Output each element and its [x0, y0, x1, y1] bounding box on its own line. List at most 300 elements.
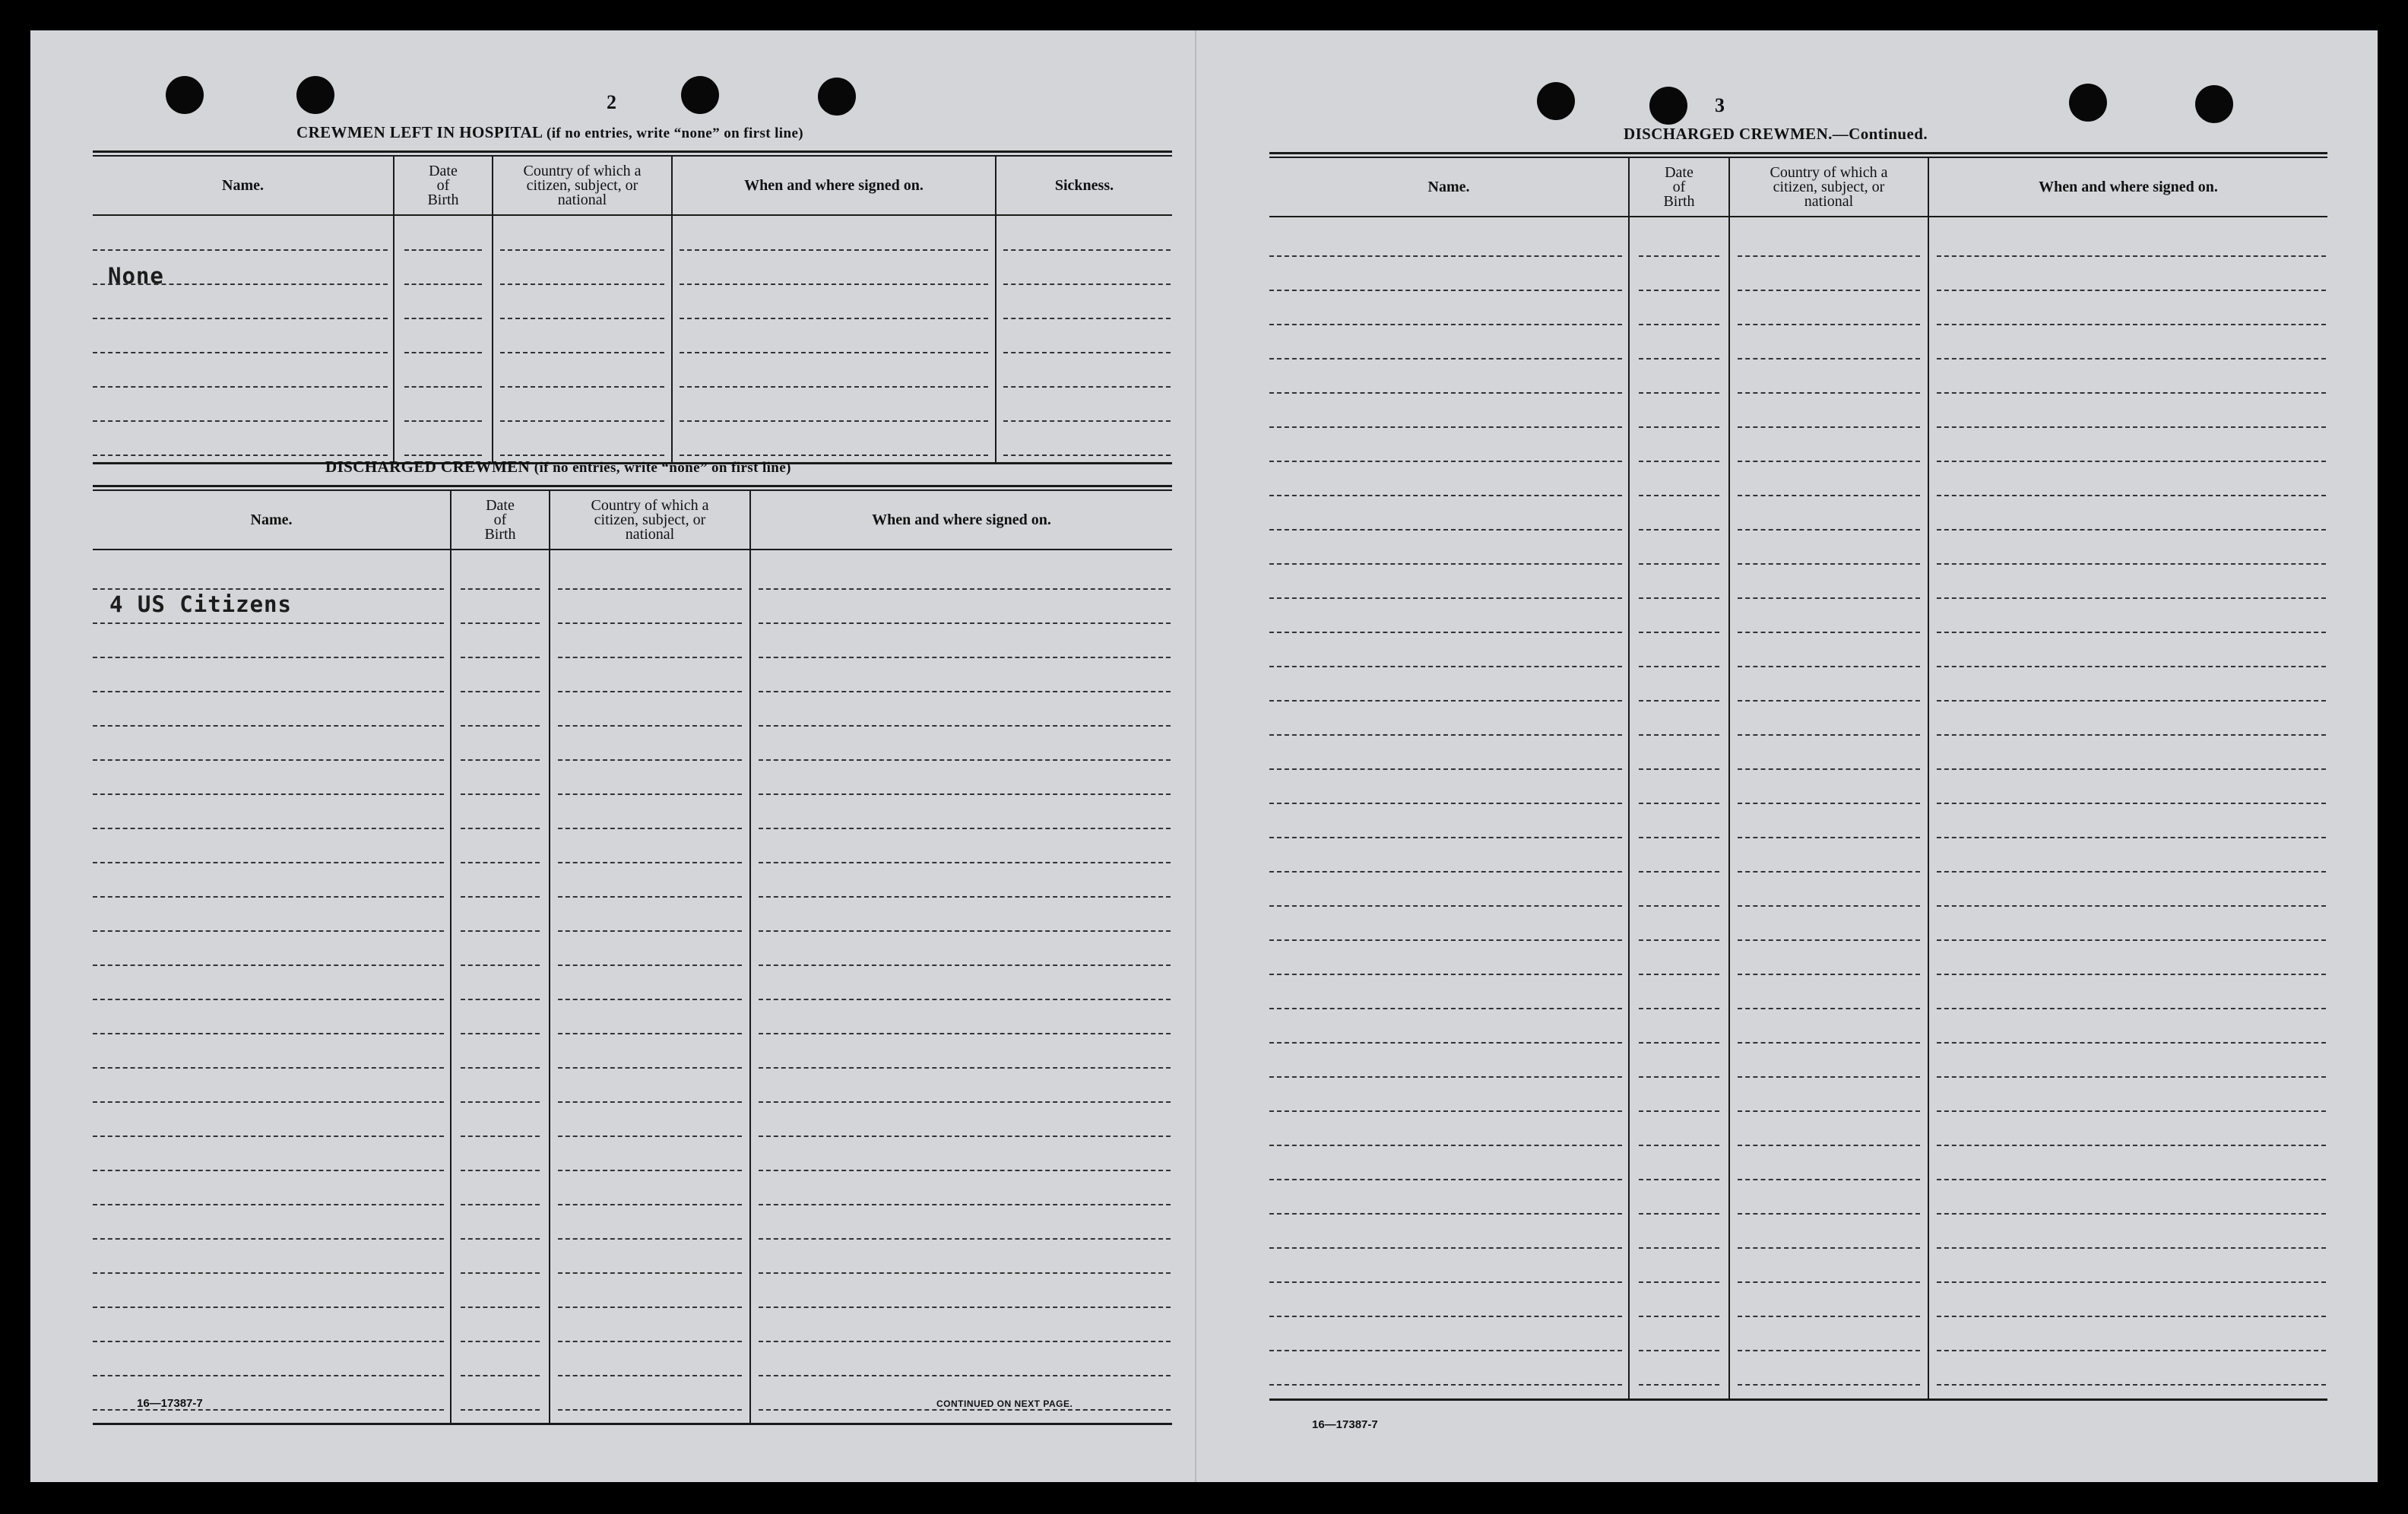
ruled-line [1269, 1076, 1622, 1078]
column-header-country [550, 491, 749, 549]
ruled-line [93, 455, 388, 456]
ruled-line [1269, 495, 1622, 496]
column-header-dob [394, 157, 492, 214]
ruled-line [759, 1033, 1171, 1034]
ruled-line [558, 1101, 742, 1103]
column-divider [1728, 158, 1730, 1398]
ruled-line [1738, 1350, 1920, 1351]
column-header-dob [452, 491, 549, 549]
punch-hole [296, 76, 334, 114]
ruled-line [1738, 392, 1920, 394]
ruled-line [404, 455, 482, 456]
ruled-line [558, 896, 742, 898]
ruled-line [1269, 1281, 1622, 1283]
ruled-line [1738, 768, 1920, 770]
header-line: national [557, 191, 607, 208]
ruled-line [558, 999, 742, 1000]
header-line: national [1804, 192, 1854, 210]
header-line: Date [486, 496, 515, 514]
right-page [1196, 30, 2378, 1482]
ruled-line [1269, 426, 1622, 428]
ruled-line [1003, 455, 1171, 456]
ruled-line [1639, 426, 1719, 428]
ruled-line [500, 249, 664, 251]
ruled-line [461, 1238, 540, 1240]
ruled-line [1738, 1247, 1920, 1249]
header-line: Birth [1663, 192, 1695, 210]
ruled-line [1639, 837, 1719, 838]
hospital-heading-text: CREWMEN LEFT IN HOSPITAL [296, 123, 543, 141]
ruled-line [558, 862, 742, 863]
column-header-country [1730, 158, 1928, 216]
ruled-line [558, 691, 742, 692]
ruled-line [461, 691, 540, 692]
ruled-line [1738, 734, 1920, 736]
header-line: of [436, 176, 450, 194]
ruled-line [1639, 255, 1719, 257]
ruled-line [558, 1307, 742, 1308]
ruled-line [1269, 597, 1622, 599]
discharged-continued-table [1269, 152, 2327, 1427]
ruled-line [93, 1375, 444, 1376]
ruled-line [1937, 597, 2326, 599]
form-number: 16—17387-7 [1312, 1418, 1378, 1431]
ruled-line [93, 657, 444, 658]
ruled-line [404, 283, 482, 285]
ruled-line [93, 725, 444, 727]
ruled-line [1269, 837, 1622, 838]
discharged-first-entry: 4 US Citizens [109, 591, 292, 617]
ruled-line [1639, 1008, 1719, 1009]
table-bottom-rule [93, 1423, 1172, 1425]
header-line: Date [1665, 163, 1694, 181]
header-line: Country of which a [1770, 163, 1888, 181]
column-divider [450, 491, 452, 1423]
ruled-line [759, 588, 1171, 590]
ruled-line [1639, 632, 1719, 633]
ruled-line [1269, 905, 1622, 907]
ruled-line [558, 1341, 742, 1342]
ruled-line [93, 249, 388, 251]
ruled-line [1738, 905, 1920, 907]
ruled-line [1738, 1042, 1920, 1044]
ruled-line [1738, 1281, 1920, 1283]
punch-hole [1649, 87, 1687, 125]
header-rule [93, 549, 1172, 550]
ruled-line [1937, 255, 2326, 257]
ruled-line [93, 930, 444, 932]
ruled-line [461, 1307, 540, 1308]
ruled-line [680, 455, 988, 456]
ruled-line [1269, 700, 1622, 702]
ruled-line [1937, 495, 2326, 496]
ruled-line [558, 759, 742, 761]
ruled-line [1738, 871, 1920, 873]
ruled-line [93, 588, 444, 590]
ruled-line [1937, 426, 2326, 428]
ruled-line [1738, 1110, 1920, 1112]
ruled-line [1937, 563, 2326, 565]
ruled-line [558, 657, 742, 658]
ruled-line [1937, 1384, 2326, 1386]
ruled-line [1937, 632, 2326, 633]
ruled-line [461, 999, 540, 1000]
ruled-line [558, 1204, 742, 1205]
ruled-line [1639, 1350, 1719, 1351]
punch-hole [681, 76, 719, 114]
column-divider [1628, 158, 1630, 1398]
ruled-line [1269, 632, 1622, 633]
punch-hole [818, 78, 856, 116]
ruled-line [1738, 1179, 1920, 1180]
ruled-line [1937, 837, 2326, 838]
ruled-line [1738, 700, 1920, 702]
ruled-line [1738, 495, 1920, 496]
ruled-line [461, 896, 540, 898]
column-header-signed: When and where signed on. [872, 512, 1051, 528]
ruled-line [759, 828, 1171, 829]
ruled-line [1269, 1042, 1622, 1044]
ruled-line [759, 759, 1171, 761]
ruled-line [461, 1170, 540, 1171]
ruled-line [759, 1101, 1171, 1103]
ruled-line [1937, 768, 2326, 770]
discharged-heading-text: DISCHARGED CREWMEN [325, 458, 531, 476]
ruled-line [1269, 529, 1622, 531]
ruled-line [93, 1101, 444, 1103]
ruled-line [1639, 461, 1719, 462]
ruled-line [1937, 1110, 2326, 1112]
ruled-line [461, 588, 540, 590]
ruled-line [1738, 529, 1920, 531]
ruled-line [93, 1067, 444, 1069]
ruled-line [1738, 837, 1920, 838]
ruled-line [461, 1101, 540, 1103]
ruled-line [93, 691, 444, 692]
ruled-line [1269, 768, 1622, 770]
punch-hole [2195, 85, 2233, 123]
ruled-line [1639, 1281, 1719, 1283]
ruled-line [1937, 1042, 2326, 1044]
ruled-line [759, 1409, 1171, 1411]
header-line: Country of which a [591, 496, 709, 514]
ruled-line [1937, 529, 2326, 531]
ruled-line [461, 1341, 540, 1342]
ruled-line [93, 1307, 444, 1308]
ruled-line [461, 1033, 540, 1034]
ruled-line [680, 283, 988, 285]
ruled-line [759, 999, 1171, 1000]
ruled-line [1738, 1008, 1920, 1009]
ruled-line [1639, 1145, 1719, 1146]
continued-note: CONTINUED ON NEXT PAGE. [936, 1398, 1073, 1409]
ruled-line [1269, 803, 1622, 804]
ruled-line [1639, 597, 1719, 599]
ruled-line [680, 386, 988, 388]
punch-hole [2069, 84, 2107, 122]
ruled-line [1639, 803, 1719, 804]
column-header-name: Name. [1427, 179, 1470, 195]
ruled-line [759, 1204, 1171, 1205]
ruled-line [1639, 1076, 1719, 1078]
ruled-line [1639, 392, 1719, 394]
ruled-line [93, 896, 444, 898]
ruled-line [461, 964, 540, 966]
ruled-line [404, 318, 482, 319]
ruled-line [1269, 1350, 1622, 1351]
ruled-line [558, 1238, 742, 1240]
ruled-line [1639, 700, 1719, 702]
ruled-line [1937, 905, 2326, 907]
ruled-line [1003, 318, 1171, 319]
ruled-line [93, 793, 444, 795]
discharged-table [93, 485, 1172, 1426]
ruled-line [1937, 461, 2326, 462]
ruled-line [1937, 1145, 2326, 1146]
ruled-line [1003, 249, 1171, 251]
ruled-line [1937, 324, 2326, 325]
column-header-signed: When and where signed on. [2039, 179, 2218, 195]
page-number: 3 [1715, 94, 1725, 116]
table-top-rule [93, 150, 1172, 157]
table-bottom-rule [1269, 1398, 2327, 1401]
ruled-line [93, 1238, 444, 1240]
ruled-line [1269, 939, 1622, 941]
ruled-line [1639, 871, 1719, 873]
ruled-line [1269, 1179, 1622, 1180]
ruled-line [461, 1375, 540, 1376]
ruled-line [558, 622, 742, 624]
ruled-line [93, 828, 444, 829]
ruled-line [1937, 803, 2326, 804]
ruled-line [558, 588, 742, 590]
ruled-line [1269, 666, 1622, 667]
header-line: Birth [484, 525, 516, 543]
ruled-line [461, 1272, 540, 1274]
ruled-line [93, 1033, 444, 1034]
ruled-line [1269, 871, 1622, 873]
ruled-line [558, 964, 742, 966]
header-line: citizen, subject, or [594, 511, 706, 528]
ruled-line [1639, 1213, 1719, 1215]
ruled-line [1639, 768, 1719, 770]
ruled-line [1269, 1213, 1622, 1215]
ruled-line [558, 1375, 742, 1376]
ruled-line [1003, 386, 1171, 388]
punch-hole [1537, 82, 1575, 120]
ruled-line [1269, 255, 1622, 257]
ruled-line [461, 657, 540, 658]
ruled-line [558, 930, 742, 932]
page-number: 2 [607, 91, 617, 113]
ruled-line [680, 318, 988, 319]
ruled-line [558, 1067, 742, 1069]
ruled-line [759, 793, 1171, 795]
ruled-line [1639, 495, 1719, 496]
ruled-line [461, 793, 540, 795]
ruled-line [1738, 1076, 1920, 1078]
ruled-line [1639, 939, 1719, 941]
ruled-line [1738, 324, 1920, 325]
ruled-line [1738, 1384, 1920, 1386]
discharged-section-heading [325, 458, 791, 477]
ruled-line [1269, 563, 1622, 565]
header-rule [93, 214, 1172, 216]
ruled-line [93, 420, 388, 422]
ruled-line [93, 862, 444, 863]
ruled-line [93, 1170, 444, 1171]
ruled-line [1269, 1008, 1622, 1009]
discharged-heading-instruction: (if no entries, write “none” on first line) [534, 460, 791, 476]
ruled-line [1937, 974, 2326, 975]
ruled-line [1639, 734, 1719, 736]
ruled-line [759, 1238, 1171, 1240]
ruled-line [1269, 974, 1622, 975]
ruled-line [461, 759, 540, 761]
ruled-line [1269, 1384, 1622, 1386]
ruled-line [1269, 324, 1622, 325]
ruled-line [500, 283, 664, 285]
ruled-line [759, 657, 1171, 658]
ruled-line [500, 318, 664, 319]
ruled-line [1738, 461, 1920, 462]
ruled-line [1269, 1316, 1622, 1317]
ruled-line [759, 622, 1171, 624]
ruled-line [759, 1307, 1171, 1308]
ruled-line [1937, 1179, 2326, 1180]
ruled-line [1738, 939, 1920, 941]
ruled-line [461, 1409, 540, 1411]
table-top-rule [1269, 152, 2327, 158]
ruled-line [93, 1204, 444, 1205]
ruled-line [461, 1136, 540, 1137]
ruled-line [500, 420, 664, 422]
ruled-line [404, 386, 482, 388]
ruled-line [1937, 1008, 2326, 1009]
ruled-line [93, 1272, 444, 1274]
ruled-line [759, 1067, 1171, 1069]
ruled-line [1269, 1145, 1622, 1146]
ruled-line [1937, 734, 2326, 736]
ruled-line [558, 1409, 742, 1411]
ruled-line [759, 1272, 1171, 1274]
header-line: Country of which a [523, 162, 642, 179]
ruled-line [1937, 1213, 2326, 1215]
ruled-line [1937, 871, 2326, 873]
header-line: Birth [427, 191, 459, 208]
ruled-line [93, 1341, 444, 1342]
ruled-line [461, 862, 540, 863]
ruled-line [759, 691, 1171, 692]
ruled-line [93, 759, 444, 761]
ruled-line [1937, 290, 2326, 291]
ruled-line [1639, 1247, 1719, 1249]
left-page [30, 30, 1195, 1482]
ruled-line [1639, 1384, 1719, 1386]
ruled-line [1639, 1042, 1719, 1044]
ruled-line [404, 249, 482, 251]
form-number: 16—17387-7 [137, 1397, 203, 1410]
header-line: of [1672, 178, 1686, 195]
ruled-line [1738, 974, 1920, 975]
ruled-line [461, 622, 540, 624]
ruled-line [1639, 974, 1719, 975]
column-header-signed: When and where signed on. [744, 177, 924, 194]
ruled-line [1937, 1247, 2326, 1249]
ruled-line [759, 1341, 1171, 1342]
ruled-line [759, 964, 1171, 966]
ruled-line [759, 862, 1171, 863]
ruled-line [93, 964, 444, 966]
hospital-table [93, 150, 1172, 465]
ruled-line [759, 1136, 1171, 1137]
ruled-line [1269, 290, 1622, 291]
ruled-line [1937, 939, 2326, 941]
ruled-line [1937, 666, 2326, 667]
ruled-line [558, 1170, 742, 1171]
ruled-line [1269, 1247, 1622, 1249]
header-line: citizen, subject, or [526, 176, 638, 194]
ruled-line [1738, 358, 1920, 359]
column-header-name: Name. [250, 512, 293, 528]
ruled-line [93, 352, 388, 353]
ruled-line [1738, 1316, 1920, 1317]
ruled-line [558, 1033, 742, 1034]
ruled-line [1269, 358, 1622, 359]
column-divider [1928, 158, 1929, 1398]
ruled-line [1937, 1316, 2326, 1317]
ruled-line [1269, 392, 1622, 394]
header-rule [1269, 216, 2327, 217]
ruled-line [1738, 426, 1920, 428]
ruled-line [1738, 803, 1920, 804]
ruled-line [1937, 1350, 2326, 1351]
column-header-dob [1630, 158, 1728, 216]
ruled-line [1639, 563, 1719, 565]
ruled-line [759, 1375, 1171, 1376]
ruled-line [1003, 283, 1171, 285]
column-header-name: Name. [222, 177, 264, 194]
ruled-line [1738, 632, 1920, 633]
ruled-line [558, 1272, 742, 1274]
ruled-line [93, 283, 388, 285]
ruled-line [404, 420, 482, 422]
hospital-section-heading [296, 123, 803, 142]
ruled-line [1738, 1213, 1920, 1215]
ruled-line [404, 352, 482, 353]
ruled-line [500, 455, 664, 456]
ruled-line [759, 725, 1171, 727]
ruled-line [680, 420, 988, 422]
ruled-line [759, 896, 1171, 898]
ruled-line [1738, 290, 1920, 291]
header-line: citizen, subject, or [1773, 178, 1885, 195]
ruled-line [461, 1067, 540, 1069]
ruled-line [1269, 734, 1622, 736]
ruled-line [461, 828, 540, 829]
ruled-line [680, 352, 988, 353]
ruled-line [461, 1204, 540, 1205]
ruled-line [93, 318, 388, 319]
ruled-line [759, 1170, 1171, 1171]
ruled-line [558, 1136, 742, 1137]
ruled-line [680, 249, 988, 251]
ruled-line [500, 352, 664, 353]
ruled-line [1738, 597, 1920, 599]
punch-hole [166, 76, 204, 114]
ruled-line [93, 386, 388, 388]
ruled-line [1937, 1281, 2326, 1283]
